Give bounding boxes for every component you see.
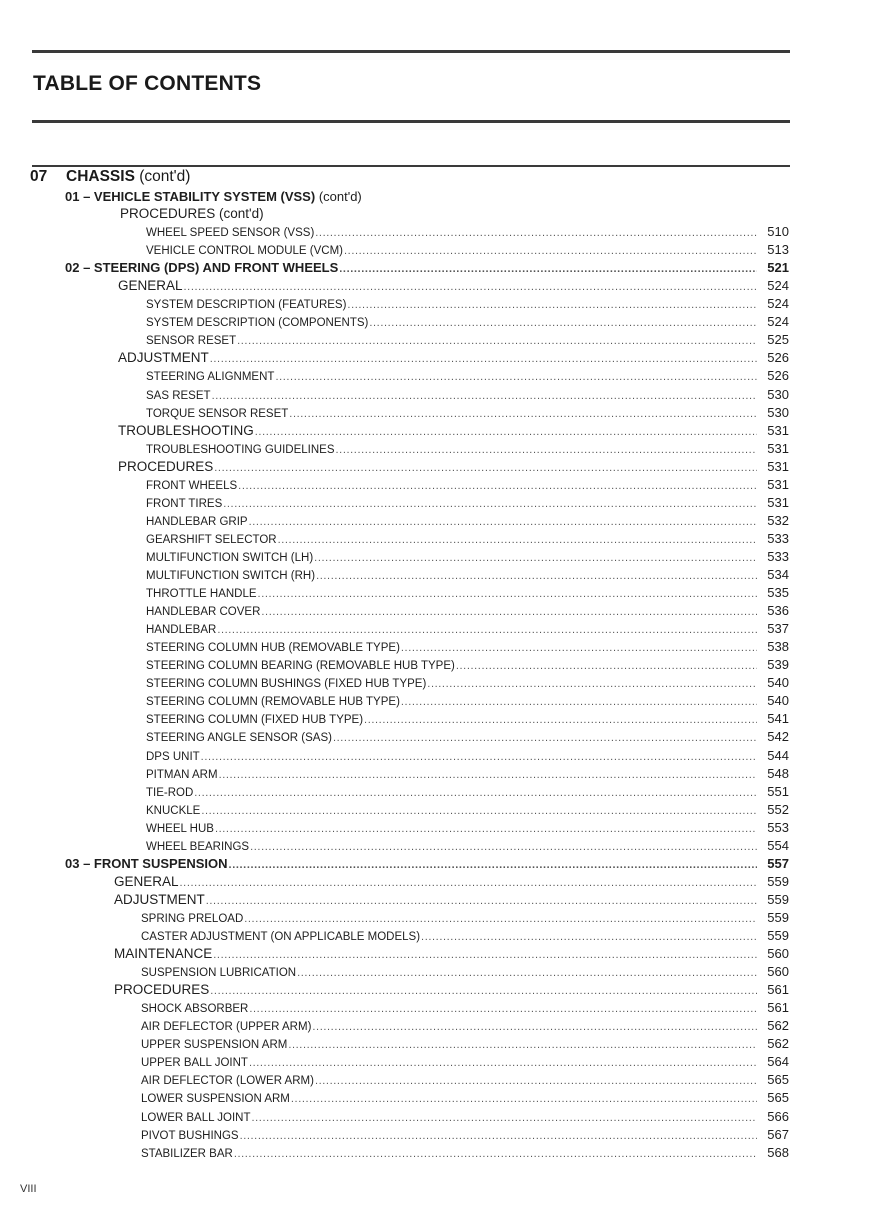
toc-entry-title: STABILIZER BAR: [141, 1147, 233, 1160]
toc-entry-page: 567: [767, 1126, 789, 1142]
toc-entry[interactable]: [146, 692, 789, 710]
page-title: TABLE OF CONTENTS: [33, 72, 262, 95]
toc-entry-page: 532: [767, 512, 789, 528]
toc-entry[interactable]: [146, 783, 789, 801]
toc-entry-title: UPPER SUSPENSION ARM: [141, 1039, 288, 1052]
toc-entry-page: 524: [767, 296, 789, 312]
toc-entry-title: FRONT WHEELS: [146, 479, 238, 492]
dot-leader: [184, 278, 757, 296]
toc-entry-title: GENERAL: [114, 873, 179, 889]
toc-entry-title: ADJUSTMENT: [118, 350, 209, 366]
toc-entry[interactable]: [114, 891, 789, 909]
chapter-name: CHASSIS: [66, 168, 135, 185]
dot-leader: [240, 1127, 757, 1145]
toc-entry[interactable]: [141, 1126, 789, 1144]
toc-entry-title: STEERING COLUMN (FIXED HUB TYPE): [146, 714, 364, 727]
toc-entry-title: UPPER BALL JOINT: [141, 1057, 248, 1070]
toc-entry[interactable]: [146, 620, 789, 638]
dot-leader: [223, 495, 757, 513]
toc-entry-title: DPS UNIT: [146, 750, 200, 763]
toc-entry-title: SYSTEM DESCRIPTION (COMPONENTS): [146, 317, 369, 330]
toc-entry-title: MULTIFUNCTION SWITCH (RH): [146, 570, 316, 582]
section-heading-vss: [65, 189, 362, 204]
toc-entry[interactable]: [146, 386, 789, 404]
toc-entry-title: MULTIFUNCTION SWITCH (LH): [146, 551, 314, 564]
toc-entry-title: THROTTLE HANDLE: [146, 588, 257, 600]
toc-entry-title: KNUCKLE: [146, 804, 201, 817]
toc-entry-title: HANDLEBAR GRIP: [146, 515, 248, 528]
toc-entry-page: 565: [767, 1072, 789, 1088]
toc-entry-title: 02 – STEERING (DPS) AND FRONT WHEELS: [65, 260, 339, 276]
dot-leader: [214, 459, 757, 477]
toc-entry[interactable]: [146, 674, 789, 692]
toc-entry-page: 552: [767, 801, 789, 817]
toc-entry-title: STEERING COLUMN (REMOVABLE HUB TYPE): [146, 696, 400, 709]
toc-entry[interactable]: [146, 494, 789, 512]
toc-entry-page: 560: [767, 946, 789, 961]
toc-entry[interactable]: [141, 999, 789, 1017]
toc-entry[interactable]: [146, 765, 789, 783]
toc-entry-title: TROUBLESHOOTING: [118, 422, 254, 438]
section-suffix: (cont'd): [318, 189, 362, 204]
toc-entry-title: STEERING COLUMN BEARING (REMOVABLE HUB TYPE): [146, 660, 455, 673]
dot-leader: [275, 368, 757, 386]
toc-entry[interactable]: [146, 530, 789, 548]
toc-entry-title: PROCEDURES: [118, 458, 214, 474]
toc-entry[interactable]: [146, 295, 789, 313]
toc-entry-page: 513: [767, 242, 789, 258]
dot-leader: [312, 1018, 757, 1036]
dot-leader: [289, 405, 757, 423]
dot-leader: [456, 657, 757, 675]
toc-entry[interactable]: [146, 584, 789, 602]
top-rule: [32, 50, 790, 53]
toc-entry[interactable]: [146, 638, 789, 656]
toc-entry-title: HANDLEBAR COVER: [146, 606, 261, 618]
toc-entry[interactable]: [118, 458, 789, 476]
dot-leader: [314, 549, 757, 567]
chapter-suffix: (cont'd): [139, 168, 191, 185]
toc-entry-page: 540: [767, 693, 789, 709]
toc-entry[interactable]: [141, 963, 789, 981]
toc-entry-page: 559: [767, 891, 789, 907]
dot-leader: [219, 766, 757, 784]
toc-entry[interactable]: [146, 837, 789, 855]
toc-entry-page: 559: [767, 928, 789, 943]
toc-entry[interactable]: [146, 331, 789, 349]
toc-entry-page: 535: [767, 585, 789, 600]
toc-entry-page: 531: [767, 422, 789, 438]
toc-entry-page: 521: [767, 260, 789, 276]
toc-entry[interactable]: [146, 404, 789, 422]
toc-entry-title: CASTER ADJUSTMENT (ON APPLICABLE MODELS): [141, 931, 421, 943]
toc-entry[interactable]: [146, 223, 789, 241]
toc-entry-page: 531: [767, 440, 789, 456]
toc-entry-title: SAS RESET: [146, 389, 211, 402]
toc-entry[interactable]: [146, 440, 789, 458]
dot-leader: [250, 838, 757, 856]
toc-entry-title: TORQUE SENSOR RESET: [146, 407, 289, 420]
toc-entry[interactable]: [65, 855, 789, 873]
toc-entry-title: ADJUSTMENT: [114, 891, 205, 907]
toc-entry-page: 531: [767, 494, 789, 510]
dot-leader: [369, 314, 757, 332]
dot-leader: [249, 513, 757, 531]
dot-leader: [210, 982, 757, 1000]
dot-leader: [238, 477, 757, 495]
dot-leader: [249, 1000, 757, 1018]
toc-entry-page: 560: [767, 964, 789, 980]
toc-entry-page: 530: [767, 386, 789, 402]
dot-leader: [213, 946, 757, 964]
dot-leader: [297, 964, 757, 982]
toc-entry[interactable]: [118, 349, 789, 367]
toc-entry-title: FRONT TIRES: [146, 497, 223, 510]
toc-entry[interactable]: [114, 873, 789, 891]
toc-entry-title: SPRING PRELOAD: [141, 912, 244, 925]
toc-entry[interactable]: [114, 981, 789, 999]
dot-leader: [244, 910, 757, 928]
dot-leader: [210, 350, 757, 368]
toc-entry-title: SENSOR RESET: [146, 335, 237, 348]
dot-leader: [215, 820, 757, 838]
dot-leader: [212, 387, 757, 405]
toc-entry[interactable]: [118, 277, 789, 295]
toc-entry-title: SYSTEM DESCRIPTION (FEATURES): [146, 299, 347, 312]
dot-leader: [234, 1145, 757, 1163]
toc-entry[interactable]: [141, 909, 789, 927]
dot-leader: [194, 784, 757, 802]
toc-entry-title: STEERING COLUMN HUB (REMOVABLE TYPE): [146, 642, 400, 655]
dot-leader: [237, 332, 757, 350]
toc-entry-title: TIE-ROD: [146, 786, 194, 799]
toc-entry[interactable]: [146, 512, 789, 530]
toc-entry-title: VEHICLE CONTROL MODULE (VCM): [146, 245, 344, 258]
toc-entry-page: 533: [767, 548, 789, 564]
dot-leader: [344, 242, 757, 260]
toc-entry[interactable]: [141, 1017, 789, 1035]
toc-entry-title: STEERING ANGLE SENSOR (SAS): [146, 732, 332, 745]
toc-entry-page: 533: [767, 530, 789, 546]
toc-entry-title: WHEEL HUB: [146, 822, 214, 835]
toc-entry[interactable]: [146, 801, 789, 819]
toc-entry[interactable]: [146, 656, 789, 674]
toc-entry-title: WHEEL SPEED SENSOR (VSS): [146, 227, 315, 239]
dot-leader: [364, 711, 757, 729]
toc-entry-title: AIR DEFLECTOR (LOWER ARM): [141, 1075, 314, 1088]
dot-leader: [229, 856, 757, 874]
dot-leader: [333, 729, 757, 747]
toc-entry-page: 526: [767, 368, 789, 384]
toc-entry-page: 561: [767, 1000, 789, 1016]
toc-entry-page: 531: [767, 476, 789, 492]
toc-entry-page: 541: [767, 711, 789, 727]
chapter-heading: [30, 168, 190, 186]
toc-entry-page: 538: [767, 639, 789, 655]
toc-entry-title: PROCEDURES: [114, 982, 210, 998]
dot-leader: [255, 423, 757, 441]
dot-leader: [401, 639, 757, 657]
toc-entry-page: 565: [767, 1090, 789, 1106]
toc-entry-title: PITMAN ARM: [146, 768, 218, 781]
toc-entry-page: 566: [767, 1108, 789, 1124]
toc-entry[interactable]: [146, 710, 789, 728]
toc-entry-page: 525: [767, 332, 789, 348]
toc-entry-page: 553: [767, 819, 789, 835]
toc-entry-page: 554: [767, 837, 789, 853]
toc-entry-page: 530: [767, 404, 789, 420]
toc-entry-page: 537: [767, 621, 789, 637]
dot-leader: [217, 621, 757, 639]
toc-entry-title: GEARSHIFT SELECTOR: [146, 533, 277, 546]
toc-entry-title: STEERING ALIGNMENT: [146, 371, 275, 384]
toc-entry-page: 534: [767, 567, 789, 582]
dot-leader: [401, 693, 757, 711]
toc-entry-title: MAINTENANCE: [114, 946, 213, 961]
toc-entry-title: HANDLEBAR: [146, 624, 217, 637]
toc-entry[interactable]: [118, 422, 789, 440]
toc-entry[interactable]: [146, 602, 789, 620]
toc-entry-title: SUSPENSION LUBRICATION: [141, 967, 297, 980]
toc-entry[interactable]: [146, 367, 789, 385]
toc-entry-page: 564: [767, 1054, 789, 1070]
toc-entry-title: 03 – FRONT SUSPENSION: [65, 855, 228, 871]
dot-leader: [278, 531, 757, 549]
title-rule: [32, 120, 790, 123]
toc-entry-title: LOWER SUSPENSION ARM: [141, 1093, 290, 1106]
toc-entry[interactable]: [141, 1071, 789, 1089]
toc-entry[interactable]: [146, 313, 789, 331]
dot-leader: [336, 441, 757, 459]
dot-leader: [315, 1072, 757, 1090]
dot-leader: [339, 260, 757, 278]
toc-entry-page: 542: [767, 729, 789, 745]
toc-entry[interactable]: [146, 241, 789, 259]
toc-entry-title: SHOCK ABSORBER: [141, 1003, 249, 1016]
toc-entry[interactable]: [146, 728, 789, 746]
dot-leader: [180, 874, 757, 892]
toc-entry-title: LOWER BALL JOINT: [141, 1111, 251, 1124]
dot-leader: [261, 603, 757, 621]
toc-entry-page: 531: [767, 458, 789, 474]
toc-entry-page: 559: [767, 909, 789, 925]
dot-leader: [315, 224, 757, 242]
toc-entry[interactable]: [141, 1089, 789, 1107]
dot-leader: [258, 585, 757, 603]
toc-entry[interactable]: [146, 747, 789, 765]
dot-leader: [201, 802, 757, 820]
dot-leader: [427, 675, 757, 693]
dot-leader: [291, 1090, 757, 1108]
toc-entry[interactable]: [141, 927, 789, 945]
toc-entry-title: TROUBLESHOOTING GUIDELINES: [146, 443, 335, 456]
toc-entry-page: 561: [767, 982, 789, 998]
toc-entry-page: 524: [767, 314, 789, 330]
toc-entry[interactable]: [114, 945, 789, 963]
toc-entry-page: 510: [767, 224, 789, 239]
page-number: VIII: [20, 1183, 37, 1195]
toc-entry[interactable]: [65, 259, 789, 277]
toc-entry[interactable]: [146, 819, 789, 837]
toc-entry-page: 562: [767, 1036, 789, 1052]
toc-entry-page: 536: [767, 603, 789, 618]
toc-entry[interactable]: [141, 1053, 789, 1071]
toc-entry-page: 559: [767, 873, 789, 889]
toc-entry-page: 568: [767, 1144, 789, 1160]
dot-leader: [421, 928, 757, 946]
toc-entry-page: 540: [767, 675, 789, 691]
subsection-heading-procedures: PROCEDURES (cont'd): [120, 206, 264, 221]
toc-entry-title: STEERING COLUMN BUSHINGS (FIXED HUB TYPE): [146, 678, 427, 691]
dot-leader: [347, 296, 757, 314]
toc-entry[interactable]: [146, 548, 789, 566]
dot-leader: [201, 748, 757, 766]
dot-leader: [288, 1036, 757, 1054]
toc-entry[interactable]: [146, 566, 789, 584]
dot-leader: [252, 1109, 758, 1127]
chapter-number: 07: [30, 168, 48, 185]
chapter-rule: [32, 165, 790, 167]
toc-entry-title: AIR DEFLECTOR (UPPER ARM): [141, 1021, 312, 1034]
toc-entry-page: 557: [767, 855, 789, 871]
dot-leader: [206, 892, 757, 910]
toc-entry-page: 551: [767, 783, 789, 799]
section-title: 01 – VEHICLE STABILITY SYSTEM (VSS): [65, 189, 316, 204]
toc-entry-page: 524: [767, 278, 789, 294]
toc-entry-page: 539: [767, 657, 789, 673]
toc-entry-page: 526: [767, 350, 789, 366]
toc-entry[interactable]: [141, 1035, 789, 1053]
toc-entry[interactable]: [141, 1144, 789, 1162]
toc-entry-title: WHEEL BEARINGS: [146, 840, 250, 853]
dot-leader: [316, 567, 757, 585]
toc-entry-page: 544: [767, 747, 789, 763]
toc-entry[interactable]: [141, 1108, 789, 1126]
toc-entry[interactable]: [146, 476, 789, 494]
toc-entry-title: GENERAL: [118, 278, 183, 294]
dot-leader: [249, 1054, 757, 1072]
toc-entry-page: 562: [767, 1018, 789, 1034]
toc-entry-title: PIVOT BUSHINGS: [141, 1129, 239, 1142]
toc-entry-page: 548: [767, 765, 789, 781]
